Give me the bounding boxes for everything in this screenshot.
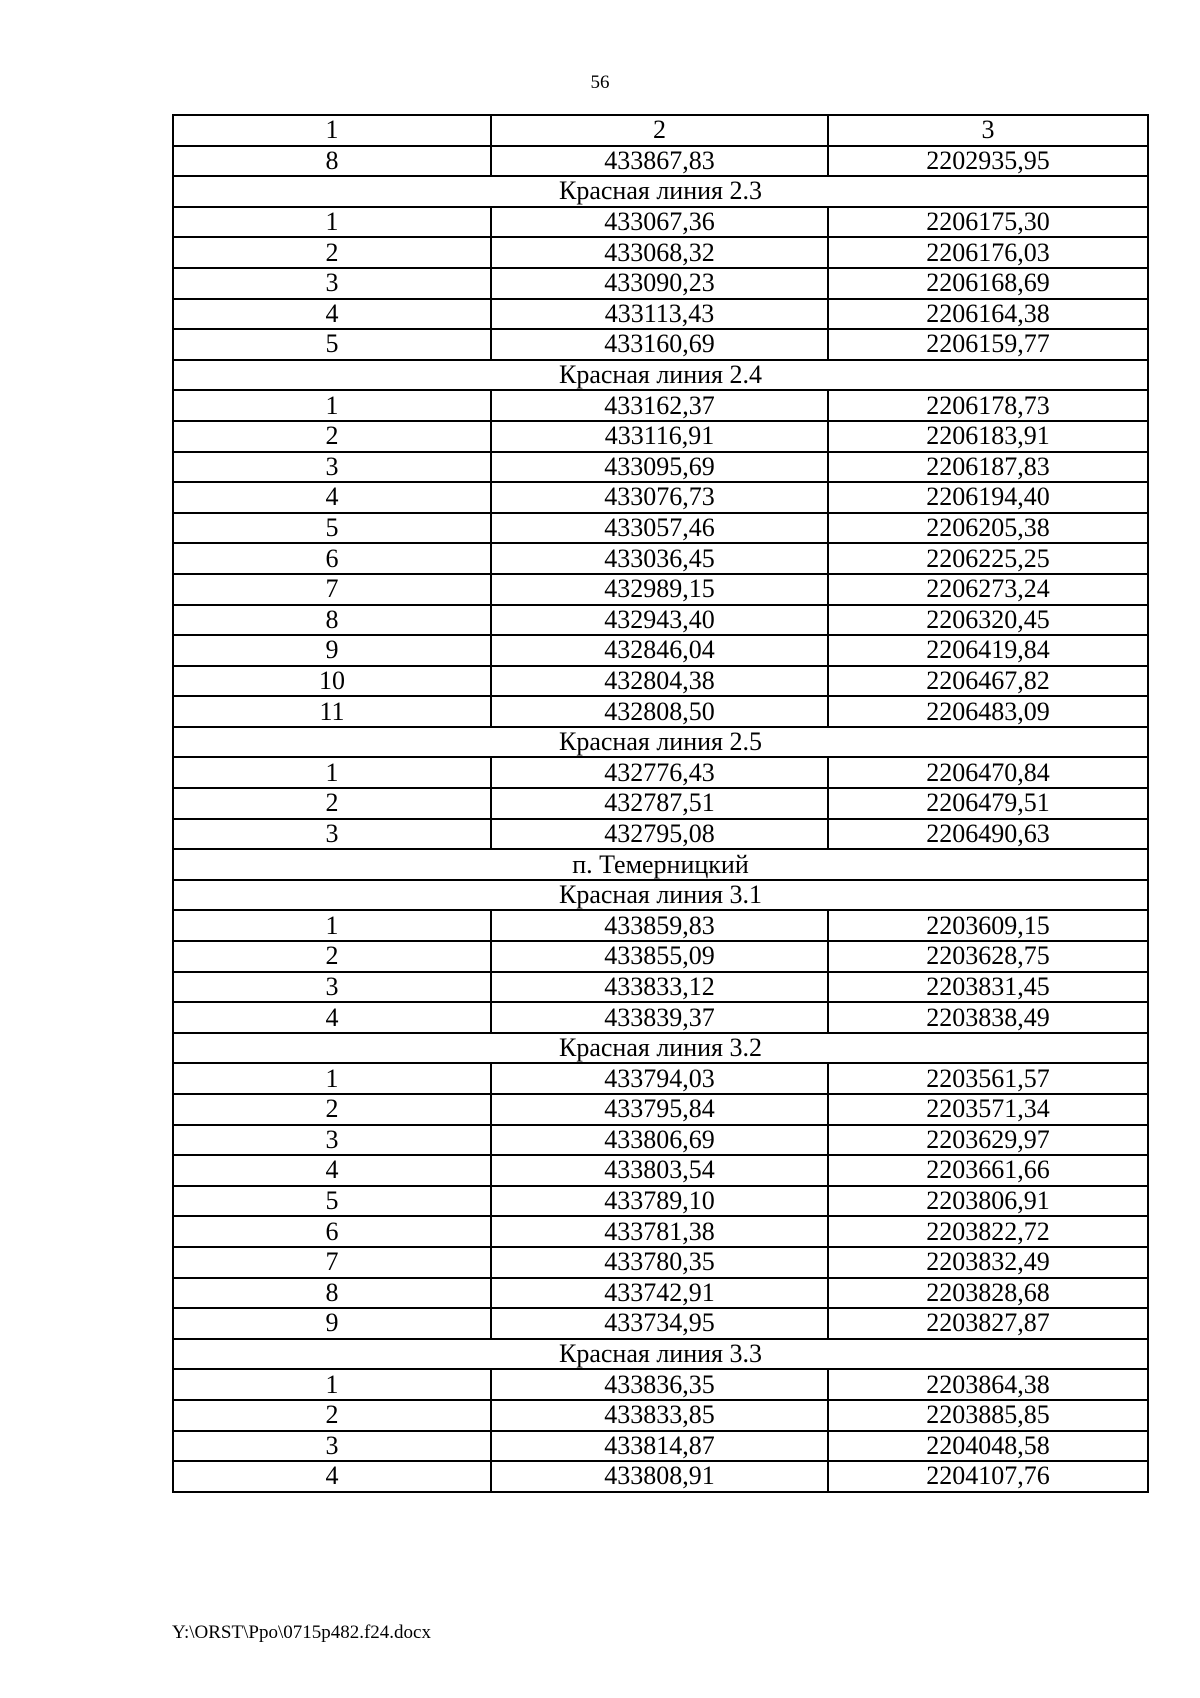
cell-x-coordinate: 433113,43 (491, 299, 828, 330)
cell-x-coordinate: 433855,09 (491, 941, 828, 972)
table-row (173, 666, 1148, 697)
cell-y-coordinate: 2203806,91 (828, 1186, 1148, 1217)
cell-x-coordinate: 433833,85 (491, 1400, 828, 1431)
table-row (173, 1094, 1148, 1125)
cell-x-coordinate: 433795,84 (491, 1094, 828, 1125)
section-header-row (173, 360, 1148, 391)
table-row (173, 1186, 1148, 1217)
cell-point-number: 3 (173, 268, 491, 299)
table-row (173, 146, 1148, 177)
cell-point-number: 3 (173, 819, 491, 850)
section-title: п. Темерницкий (173, 849, 1148, 880)
cell-y-coordinate: 2203831,45 (828, 972, 1148, 1003)
cell-point-number: 5 (173, 329, 491, 360)
cell-point-number: 1 (173, 390, 491, 421)
cell-y-coordinate: 2203561,57 (828, 1063, 1148, 1094)
cell-point-number: 9 (173, 635, 491, 666)
cell-x-coordinate: 433057,46 (491, 513, 828, 544)
page-number: 56 (590, 72, 610, 93)
cell-y-coordinate: 2204107,76 (828, 1461, 1148, 1492)
table-row (173, 543, 1148, 574)
cell-x-coordinate: 433068,32 (491, 237, 828, 268)
table-row (173, 1063, 1148, 1094)
cell-point-number: 2 (173, 788, 491, 819)
table-row (173, 910, 1148, 941)
cell-y-coordinate: 2206320,45 (828, 605, 1148, 636)
cell-x-coordinate: 433794,03 (491, 1063, 828, 1094)
table-row (173, 299, 1148, 330)
table-row (173, 574, 1148, 605)
section-header-row (173, 1339, 1148, 1370)
cell-y-coordinate: 2203571,34 (828, 1094, 1148, 1125)
cell-x-coordinate: 433806,69 (491, 1125, 828, 1156)
coordinates-table (172, 114, 1149, 1493)
cell-point-number: 8 (173, 1278, 491, 1309)
cell-point-number: 1 (173, 1063, 491, 1094)
cell-x-coordinate: 433781,38 (491, 1216, 828, 1247)
cell-y-coordinate: 2203628,75 (828, 941, 1148, 972)
cell-y-coordinate: 2203885,85 (828, 1400, 1148, 1431)
cell-y-coordinate: 2206419,84 (828, 635, 1148, 666)
cell-x-coordinate: 433036,45 (491, 543, 828, 574)
table-row (173, 207, 1148, 238)
cell-point-number: 2 (173, 1094, 491, 1125)
cell-point-number: 2 (173, 1400, 491, 1431)
cell-y-coordinate: 2203629,97 (828, 1125, 1148, 1156)
cell-y-coordinate: 2206183,91 (828, 421, 1148, 452)
cell-x-coordinate: 432846,04 (491, 635, 828, 666)
table-row (173, 1247, 1148, 1278)
cell-y-coordinate: 2202935,95 (828, 146, 1148, 177)
section-header-row (173, 880, 1148, 911)
section-title: Красная линия 2.3 (173, 176, 1148, 207)
cell-point-number: 3 (173, 1125, 491, 1156)
section-header-row (173, 727, 1148, 758)
cell-y-coordinate: 2206273,24 (828, 574, 1148, 605)
table-row (173, 482, 1148, 513)
cell-x-coordinate: 433116,91 (491, 421, 828, 452)
section-header-row (173, 1033, 1148, 1064)
cell-x-coordinate: 433067,36 (491, 207, 828, 238)
table-row (173, 819, 1148, 850)
cell-x-coordinate: 432795,08 (491, 819, 828, 850)
section-title: Красная линия 2.4 (173, 360, 1148, 391)
cell-y-coordinate: 2206483,09 (828, 696, 1148, 727)
cell-x-coordinate: 432989,15 (491, 574, 828, 605)
cell-point-number: 6 (173, 1216, 491, 1247)
cell-y-coordinate: 2206479,51 (828, 788, 1148, 819)
cell-y-coordinate: 2206175,30 (828, 207, 1148, 238)
footer-file-path: Y:\ORST\Ppo\0715p482.f24.docx (172, 1622, 431, 1643)
table-header-row (173, 115, 1148, 146)
cell-y-coordinate: 2204048,58 (828, 1431, 1148, 1462)
cell-point-number: 3 (173, 972, 491, 1003)
table-row (173, 390, 1148, 421)
cell-point-number: 10 (173, 666, 491, 697)
cell-point-number: 5 (173, 1186, 491, 1217)
section-header-row (173, 849, 1148, 880)
section-title: Красная линия 2.5 (173, 727, 1148, 758)
cell-x-coordinate: 433789,10 (491, 1186, 828, 1217)
cell-y-coordinate: 2203661,66 (828, 1155, 1148, 1186)
cell-y-coordinate: 2203827,87 (828, 1308, 1148, 1339)
cell-point-number: 4 (173, 1461, 491, 1492)
cell-y-coordinate: 2206159,77 (828, 329, 1148, 360)
cell-point-number: 9 (173, 1308, 491, 1339)
cell-y-coordinate: 2203838,49 (828, 1002, 1148, 1033)
cell-point-number: 2 (173, 421, 491, 452)
cell-x-coordinate: 433803,54 (491, 1155, 828, 1186)
cell-x-coordinate: 433734,95 (491, 1308, 828, 1339)
cell-point-number: 8 (173, 605, 491, 636)
table-row (173, 1308, 1148, 1339)
section-title: Красная линия 3.1 (173, 880, 1148, 911)
cell-point-number: 3 (173, 452, 491, 483)
cell-x-coordinate: 433162,37 (491, 390, 828, 421)
cell-y-coordinate: 2206194,40 (828, 482, 1148, 513)
cell-point-number: 2 (173, 237, 491, 268)
cell-x-coordinate: 432808,50 (491, 696, 828, 727)
table-row (173, 1369, 1148, 1400)
table-row (173, 1278, 1148, 1309)
cell-x-coordinate: 433090,23 (491, 268, 828, 299)
cell-x-coordinate: 433742,91 (491, 1278, 828, 1309)
table-row (173, 1216, 1148, 1247)
cell-y-coordinate: 2206168,69 (828, 268, 1148, 299)
table-row (173, 1125, 1148, 1156)
cell-x-coordinate: 433808,91 (491, 1461, 828, 1492)
table-row (173, 788, 1148, 819)
section-title: Красная линия 3.2 (173, 1033, 1148, 1064)
table-row (173, 1002, 1148, 1033)
table-row (173, 513, 1148, 544)
cell-x-coordinate: 433780,35 (491, 1247, 828, 1278)
coordinates-table-body (173, 115, 1148, 1492)
table-row (173, 421, 1148, 452)
header-cell-point: 1 (173, 115, 491, 146)
cell-x-coordinate: 432787,51 (491, 788, 828, 819)
cell-y-coordinate: 2206187,83 (828, 452, 1148, 483)
cell-x-coordinate: 433076,73 (491, 482, 828, 513)
cell-x-coordinate: 433839,37 (491, 1002, 828, 1033)
cell-y-coordinate: 2203828,68 (828, 1278, 1148, 1309)
table-row (173, 1155, 1148, 1186)
table-row (173, 941, 1148, 972)
cell-y-coordinate: 2206225,25 (828, 543, 1148, 574)
table-row (173, 696, 1148, 727)
cell-point-number: 4 (173, 1002, 491, 1033)
cell-y-coordinate: 2206467,82 (828, 666, 1148, 697)
cell-x-coordinate: 433160,69 (491, 329, 828, 360)
cell-point-number: 4 (173, 1155, 491, 1186)
table-row (173, 757, 1148, 788)
cell-point-number: 1 (173, 1369, 491, 1400)
cell-y-coordinate: 2203864,38 (828, 1369, 1148, 1400)
cell-point-number: 7 (173, 574, 491, 605)
table-row (173, 452, 1148, 483)
cell-point-number: 1 (173, 910, 491, 941)
cell-y-coordinate: 2203832,49 (828, 1247, 1148, 1278)
cell-x-coordinate: 432776,43 (491, 757, 828, 788)
cell-x-coordinate: 433859,83 (491, 910, 828, 941)
cell-y-coordinate: 2206176,03 (828, 237, 1148, 268)
table-row (173, 1431, 1148, 1462)
cell-y-coordinate: 2203609,15 (828, 910, 1148, 941)
table-row (173, 1400, 1148, 1431)
header-cell-x: 2 (491, 115, 828, 146)
table-row (173, 237, 1148, 268)
table-row (173, 329, 1148, 360)
cell-point-number: 6 (173, 543, 491, 574)
cell-y-coordinate: 2206178,73 (828, 390, 1148, 421)
cell-x-coordinate: 433814,87 (491, 1431, 828, 1462)
cell-point-number: 5 (173, 513, 491, 544)
cell-point-number: 4 (173, 482, 491, 513)
cell-point-number: 3 (173, 1431, 491, 1462)
cell-x-coordinate: 433836,35 (491, 1369, 828, 1400)
cell-y-coordinate: 2206470,84 (828, 757, 1148, 788)
cell-point-number: 1 (173, 757, 491, 788)
cell-point-number: 2 (173, 941, 491, 972)
cell-point-number: 8 (173, 146, 491, 177)
table-row (173, 972, 1148, 1003)
cell-point-number: 4 (173, 299, 491, 330)
section-title: Красная линия 3.3 (173, 1339, 1148, 1370)
table-row (173, 605, 1148, 636)
cell-y-coordinate: 2203822,72 (828, 1216, 1148, 1247)
cell-x-coordinate: 433867,83 (491, 146, 828, 177)
table-row (173, 268, 1148, 299)
header-cell-y: 3 (828, 115, 1148, 146)
cell-point-number: 11 (173, 696, 491, 727)
section-header-row (173, 176, 1148, 207)
table-row (173, 1461, 1148, 1492)
cell-y-coordinate: 2206205,38 (828, 513, 1148, 544)
cell-x-coordinate: 433095,69 (491, 452, 828, 483)
cell-x-coordinate: 433833,12 (491, 972, 828, 1003)
cell-point-number: 7 (173, 1247, 491, 1278)
cell-y-coordinate: 2206490,63 (828, 819, 1148, 850)
table-row (173, 635, 1148, 666)
cell-point-number: 1 (173, 207, 491, 238)
cell-y-coordinate: 2206164,38 (828, 299, 1148, 330)
cell-x-coordinate: 432804,38 (491, 666, 828, 697)
cell-x-coordinate: 432943,40 (491, 605, 828, 636)
